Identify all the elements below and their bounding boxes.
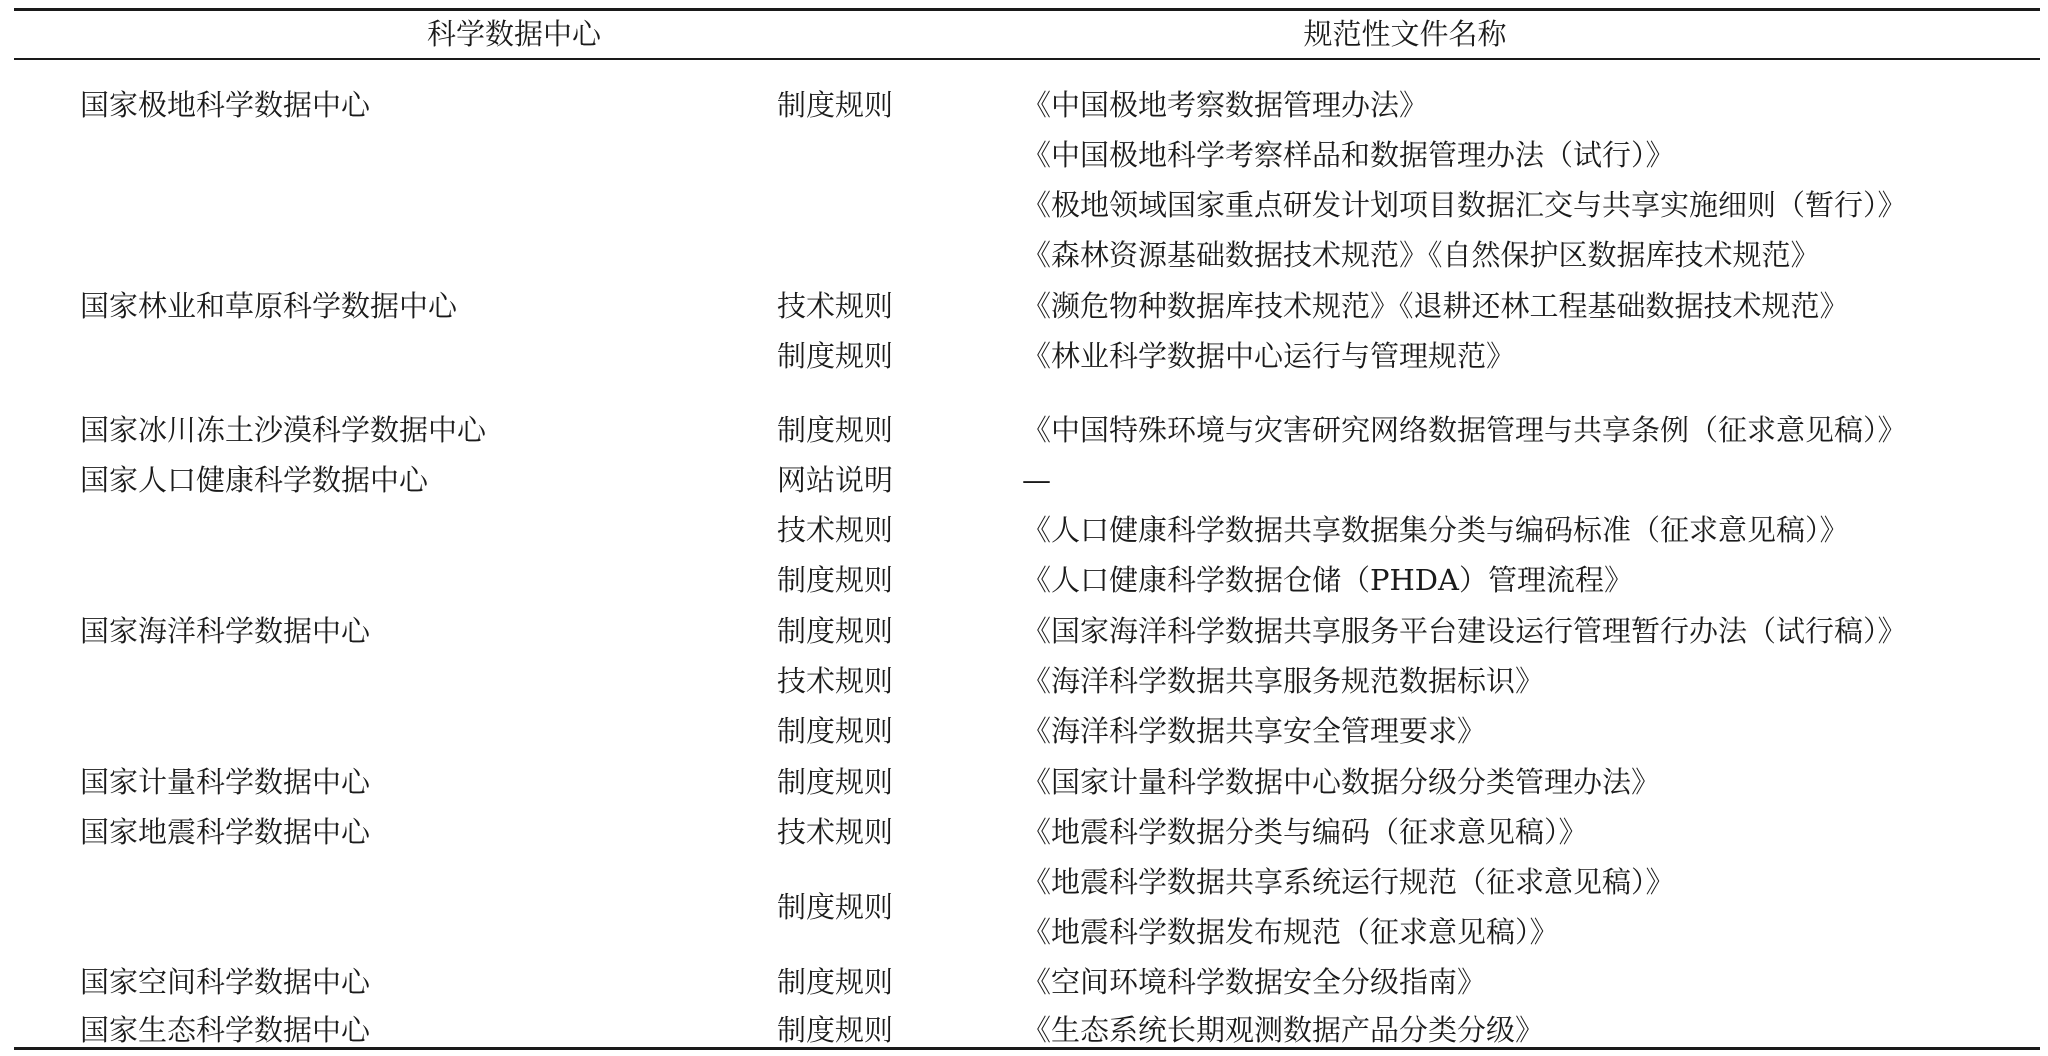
cell-type: 技术规则	[777, 289, 894, 323]
cell-center: 国家海洋科学数据中心	[80, 614, 371, 648]
cell-document: —	[1022, 463, 1051, 497]
cell-type: 制度规则	[777, 765, 894, 799]
column-header-center: 科学数据中心	[426, 17, 601, 51]
cell-type: 制度规则	[777, 890, 894, 924]
cell-type: 技术规则	[777, 664, 894, 698]
cell-document: 《地震科学数据分类与编码（征求意见稿）》	[1022, 815, 1588, 849]
cell-document: 《中国极地科学考察样品和数据管理办法（试行）》	[1022, 138, 1675, 172]
cell-center: 国家冰川冻土沙漠科学数据中心	[80, 413, 487, 447]
cell-center: 国家计量科学数据中心	[80, 765, 371, 799]
cell-document: 《极地领域国家重点研发计划项目数据汇交与共享实施细则（暂行）》	[1022, 188, 1907, 222]
cell-document: 《人口健康科学数据共享数据集分类与编码标准（征求意见稿）》	[1022, 513, 1849, 547]
cell-type: 制度规则	[777, 563, 894, 597]
cell-type: 网站说明	[777, 463, 894, 497]
table-header-rule	[14, 58, 2040, 60]
table-top-rule	[14, 8, 2040, 11]
cell-document: 《海洋科学数据共享安全管理要求》	[1022, 714, 1487, 748]
cell-center: 国家极地科学数据中心	[80, 88, 371, 122]
cell-type: 制度规则	[777, 413, 894, 447]
cell-center: 国家人口健康科学数据中心	[80, 463, 429, 497]
cell-document: 《中国极地考察数据管理办法》	[1022, 88, 1429, 122]
cell-document: 《国家计量科学数据中心数据分级分类管理办法》	[1022, 765, 1661, 799]
cell-document: 《林业科学数据中心运行与管理规范》	[1022, 339, 1516, 373]
column-header-document: 规范性文件名称	[1303, 17, 1507, 51]
cell-type: 制度规则	[777, 88, 894, 122]
cell-type: 制度规则	[777, 339, 894, 373]
cell-document: 《人口健康科学数据仓储（PHDA）管理流程》	[1022, 563, 1633, 597]
cell-type: 制度规则	[777, 614, 894, 648]
table-bottom-rule	[14, 1047, 2040, 1050]
cell-document: 《地震科学数据共享系统运行规范（征求意见稿）》	[1022, 865, 1675, 899]
cell-document: 《地震科学数据发布规范（征求意见稿）》	[1022, 915, 1559, 949]
cell-type: 制度规则	[777, 714, 894, 748]
cell-document: 《生态系统长期观测数据产品分类分级》	[1022, 1013, 1545, 1047]
cell-type: 技术规则	[777, 815, 894, 849]
cell-center: 国家地震科学数据中心	[80, 815, 371, 849]
cell-document: 《海洋科学数据共享服务规范数据标识》	[1022, 664, 1545, 698]
cell-center: 国家林业和草原科学数据中心	[80, 289, 458, 323]
cell-document: 《濒危物种数据库技术规范》《退耕还林工程基础数据技术规范》	[1022, 289, 1849, 323]
cell-document: 《中国特殊环境与灾害研究网络数据管理与共享条例（征求意见稿）》	[1022, 413, 1907, 447]
cell-type: 技术规则	[777, 513, 894, 547]
cell-type: 制度规则	[777, 965, 894, 999]
cell-center: 国家生态科学数据中心	[80, 1013, 371, 1047]
cell-document: 《国家海洋科学数据共享服务平台建设运行管理暂行办法（试行稿）》	[1022, 614, 1907, 648]
cell-type: 制度规则	[777, 1013, 894, 1047]
cell-center: 国家空间科学数据中心	[80, 965, 371, 999]
cell-document: 《空间环境科学数据安全分级指南》	[1022, 965, 1487, 999]
cell-document: 《森林资源基础数据技术规范》《自然保护区数据库技术规范》	[1022, 238, 1820, 272]
